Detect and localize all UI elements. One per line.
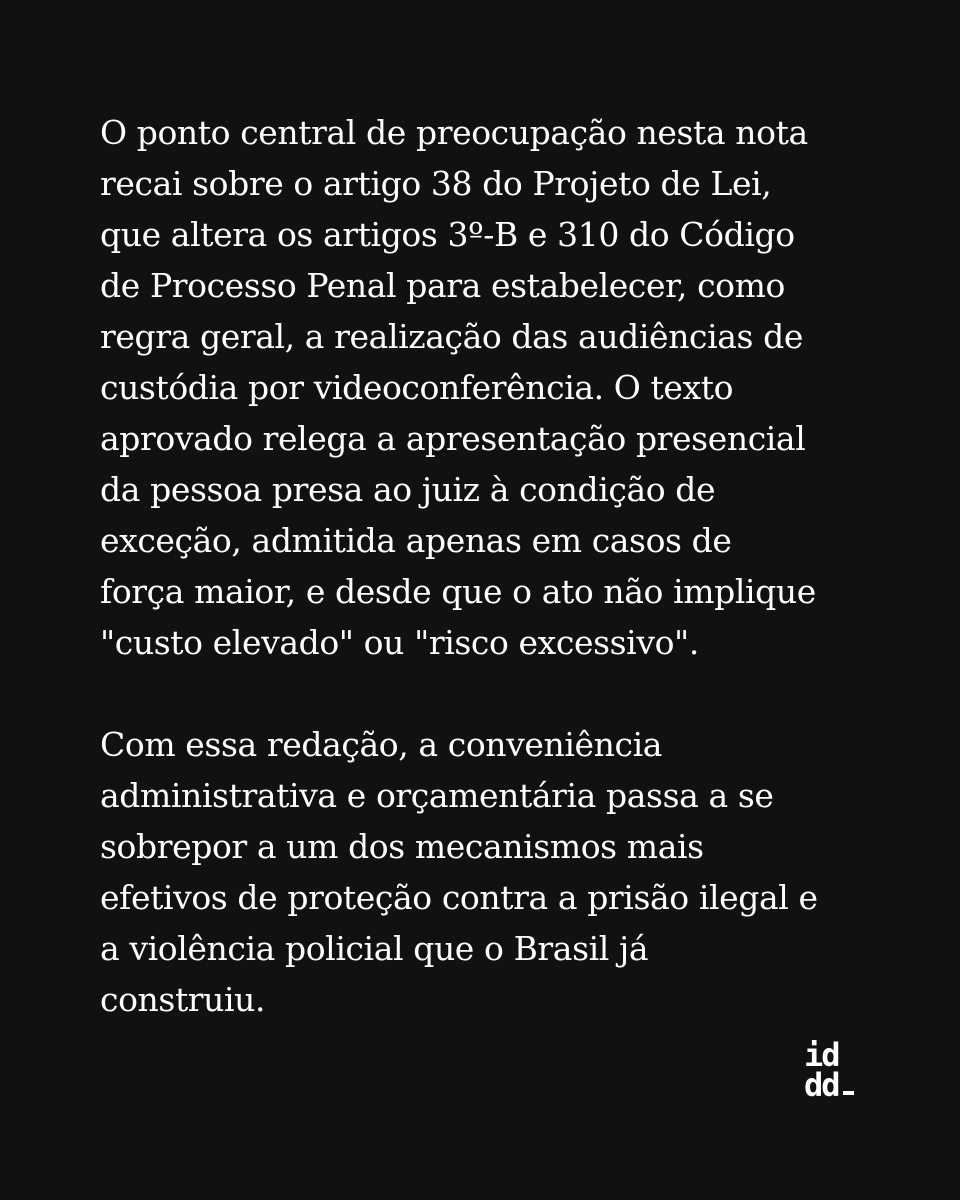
text-line: O ponto central de preocupação nesta nota [100, 113, 808, 152]
text-line: "custo elevado" ou "risco excessivo". [100, 623, 699, 662]
logo-line-bottom [804, 1066, 874, 1104]
logo-line-bottom-text: dd [804, 1066, 839, 1104]
paragraph-2 [100, 719, 900, 1025]
text-line: custódia por videoconferência. O texto [100, 368, 734, 407]
paragraph-spacer [100, 668, 900, 719]
logo-line-top: id [804, 1036, 839, 1074]
idd-logo [804, 1036, 874, 1104]
note-body [100, 107, 900, 1025]
text-line: exceção, admitida apenas em casos de [100, 521, 732, 560]
text-line: construiu. [100, 980, 266, 1019]
text-line: efetivos de proteção contra a prisão ilegal e [100, 878, 818, 917]
paragraph-1 [100, 107, 900, 668]
text-line: regra geral, a realização das audiências de [100, 317, 804, 356]
text-line: administrativa e orçamentária passa a se [100, 776, 774, 815]
text-line: Com essa redação, a conveniência [100, 725, 663, 764]
text-line: recai sobre o artigo 38 do Projeto de Lei, [100, 164, 772, 203]
text-line: de Processo Penal para estabelecer, como [100, 266, 785, 305]
text-line: força maior, e desde que o ato não implique [100, 572, 816, 611]
logo-underscore-mark [843, 1091, 854, 1095]
text-line: aprovado relega a apresentação presencial [100, 419, 806, 458]
text-line: da pessoa presa ao juiz à condição de [100, 470, 716, 509]
text-line: que altera os artigos 3º-B e 310 do Código [100, 215, 795, 254]
text-line: a violência policial que o Brasil já [100, 929, 649, 968]
text-line: sobrepor a um dos mecanismos mais [100, 827, 704, 866]
